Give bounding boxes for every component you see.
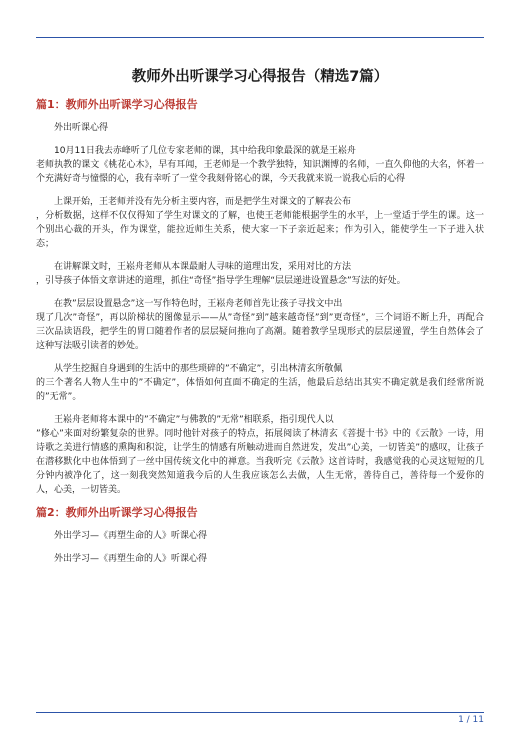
document-title: 教师外出听课学习心得报告（精选7篇） bbox=[131, 69, 389, 85]
paragraph-4-line-1: 在教”层层设置悬念”这一写作特色时，王崧舟老师首先让孩子寻找文中出 bbox=[54, 299, 343, 309]
paragraph-2 bbox=[36, 195, 484, 251]
paragraph-6 bbox=[36, 413, 484, 497]
page-indicator: 1 / 11 bbox=[458, 715, 484, 725]
paragraph-1 bbox=[36, 144, 484, 186]
section-2-line-2: 外出学习—《再塑生命的人》听课心得 bbox=[54, 554, 208, 564]
footer-rule bbox=[36, 712, 484, 713]
paragraph-1-rest: 老师执教的课文《桃花心木》，早有耳闻，王老师是一个教学独特，知识渊博的名师，一直久仰他的大名，怀着一个充满好奇与憧憬的心，我有幸听了一堂令我刻骨铭心的课，今天我就来说一说我心后的心得 bbox=[36, 160, 484, 184]
paragraph-3-rest: ，引导孩子体悟文章讲述的道理，抓住“奇怪”指导学生理解“层层递进设置悬念”写法的好处。 bbox=[36, 276, 406, 286]
paragraph-2-rest: ，分析数据，这样不仅仅得知了学生对课文的了解，也使王老师能根据学生的水平，上一堂适于学生的课。这一个别出心裁的开头，作为课堂，能拉近师生关系，使大家一下子亲近起来；作为引入，能使学生一下子进入状态； bbox=[36, 211, 484, 249]
paragraph-6-rest: ”修心”来面对纷繁复杂的世界。同时他针对孩子的特点，拓展阅读了林清玄《菩提十书》中的《云散》一诗，用诗歌之美进行情感的熏陶和积淀，让学生的情感有所触动进而自然迸发，发出”心美，一切皆美”的感叹，让孩子在潜移默化中也体悟到了一丝中国传统文化中的禅意。当我听完《云散》这首诗时，我感觉我的心灵这短短的几分钟内被净化了，这一刻我突然知道我今后的人生我应该怎么去做，人生无常，善待自己，善待每一个爱你的人，心美，一切皆美。 bbox=[36, 429, 484, 495]
section-heading-1: 篇1：教师外出听课学习心得报告 bbox=[36, 98, 198, 111]
paragraph-4-rest: 现了几次”奇怪”，再以阶梯状的图像显示——从”奇怪”到”越来越奇怪”到”更奇怪”，三个词语不断上升，再配合三次品读语段，把学生的胃口随着作者的层层疑问推向了高潮。随着教学呈现形式的层层递置，学生自然体会了这种写法吸引读者的妙处。 bbox=[36, 313, 484, 351]
paragraph-5-line-1: 从学生挖掘自身遇到的生活中的那些琐碎的”不确定”，引出林清玄所敬佩 bbox=[54, 364, 343, 374]
paragraph-5 bbox=[36, 362, 484, 404]
paragraph-5-rest: 的三个著名人物人生中的”不确定”，体悟如何直面不确定的生活，他最后总结出其实不确定就是我们经常所说的”无常”。 bbox=[36, 378, 484, 402]
paragraph-4 bbox=[36, 297, 484, 353]
section-heading-2: 篇2：教师外出听课学习心得报告 bbox=[36, 506, 198, 519]
paragraph-6-line-1: 王崧舟老师将本课中的”不确定”与佛教的”无常”相联系，指引现代人以 bbox=[54, 415, 334, 425]
paragraph-1-line-1: 10月11日我去赤峰听了几位专家老师的课，其中给我印象最深的就是王崧舟 bbox=[54, 146, 356, 156]
paragraph-3 bbox=[36, 260, 484, 288]
paragraph-3-line-1: 在讲解课文时，王崧舟老师从本课最耐人寻味的道理出发，采用对比的方法 bbox=[54, 262, 352, 272]
paragraph-2-line-1: 上课开始，王老师并没有先分析主要内容，而是把学生对课文的了解表公布 bbox=[54, 197, 352, 207]
header-rule bbox=[36, 37, 484, 38]
section-2-line-1: 外出学习—《再塑生命的人》听课心得 bbox=[54, 531, 208, 541]
section-subtitle: 外出听课心得 bbox=[54, 123, 109, 133]
document-body bbox=[36, 68, 484, 575]
